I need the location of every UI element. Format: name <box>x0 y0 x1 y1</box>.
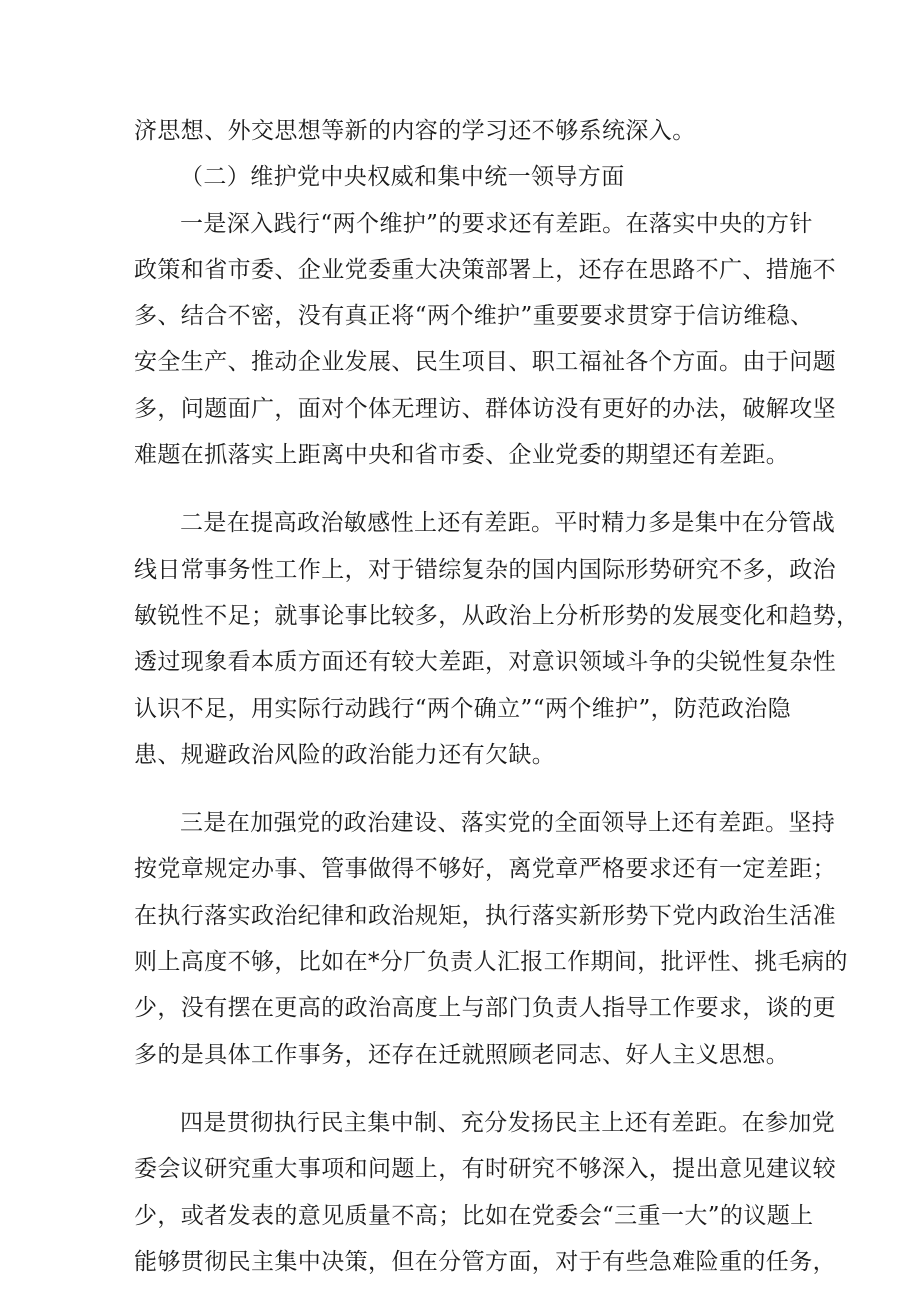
paragraph-line: 敏锐性不足；就事论事比较多，从政治上分析形势的发展变化和趋势， <box>134 602 860 629</box>
section-heading: （二）维护党中央权威和集中统一领导方面 <box>180 164 625 191</box>
paragraph-gap <box>134 778 796 800</box>
paragraph-line: 能够贯彻民主集中决策，但在分管方面，对于有些急难险重的任务， <box>134 1248 836 1275</box>
paragraph-line: 政策和省市委、企业党委重大决策部署上，还存在思路不广、措施不 <box>134 256 836 283</box>
paragraph-line: 难题在抓落实上距离中央和省市委、企业党委的期望还有差距。 <box>134 442 790 469</box>
paragraph-line: 线日常事务性工作上，对于错综复杂的国内国际形势研究不多，政治 <box>134 556 836 583</box>
document-body <box>134 108 860 1285</box>
paragraph-line: 则上高度不够，比如在*分厂负责人汇报工作期间，批评性、挑毛病的 <box>134 949 848 976</box>
paragraph-gap <box>134 1078 796 1100</box>
paragraph-line: 在执行落实政治纪律和政治规矩，执行落实新形势下党内政治生活准 <box>134 902 836 929</box>
paragraph-line: 二是在提高政治敏感性上还有差距。平时精力多是集中在分管战 <box>180 510 836 537</box>
paragraph-gap <box>134 478 796 500</box>
paragraph-line: 四是贯彻执行民主集中制、充分发扬民主上还有差距。在参加党 <box>180 1109 836 1136</box>
paragraph-line: 三是在加强党的政治建设、落实党的全面领导上还有差距。坚持 <box>180 810 836 837</box>
paragraph-line: 少，没有摆在更高的政治高度上与部门负责人指导工作要求，谈的更 <box>134 995 836 1022</box>
paragraph-line: 一是深入践行“两个维护”的要求还有差距。在落实中央的方针 <box>180 210 813 237</box>
paragraph-line: 多的是具体工作事务，还存在迁就照顾老同志、好人主义思想。 <box>134 1041 790 1068</box>
paragraph-line: 少，或者发表的意见质量不高；比如在党委会“三重一大”的议题上 <box>134 1202 814 1229</box>
text-line: 济思想、外交思想等新的内容的学习还不够系统深入。 <box>134 118 696 144</box>
paragraph-line: 透过现象看本质方面还有较大差距，对意识领域斗争的尖锐性复杂性 <box>134 649 836 676</box>
paragraph-line: 多、结合不密，没有真正将“两个维护”重要要求贯穿于信访维稳、 <box>134 303 814 330</box>
paragraph-line: 按党章规定办事、管事做得不够好，离党章严格要求还有一定差距； <box>134 856 836 883</box>
paragraph-line: 委会议研究重大事项和问题上，有时研究不够深入，提出意见建议较 <box>134 1156 836 1183</box>
paragraph-line: 患、规避政治风险的政治能力还有欠缺。 <box>134 741 556 768</box>
paragraph-line: 安全生产、推动企业发展、民生项目、职工福祉各个方面。由于问题 <box>134 349 836 376</box>
paragraph-line: 多，问题面广，面对个体无理访、群体访没有更好的办法，破解攻坚 <box>134 395 836 422</box>
paragraph-line: 认识不足，用实际行动践行“两个确立”“两个维护”，防范政治隐 <box>134 695 792 722</box>
